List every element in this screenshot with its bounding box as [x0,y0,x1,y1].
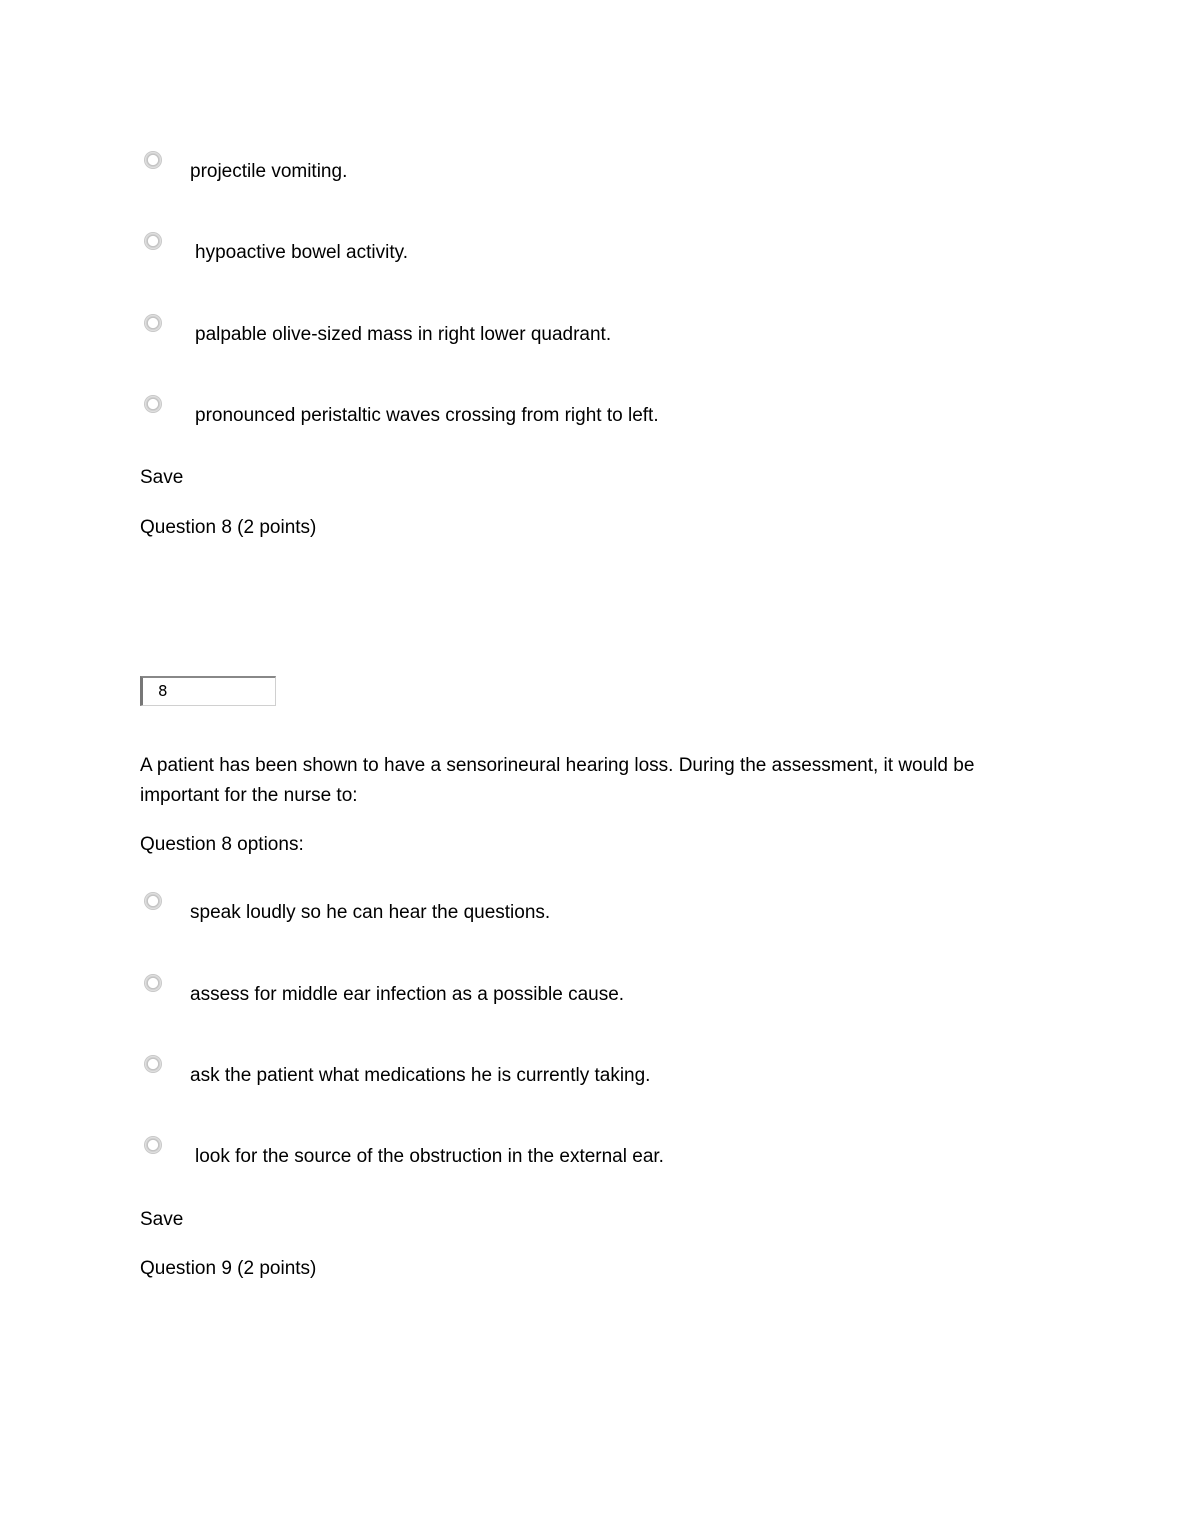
answer-option[interactable] [144,1136,1044,1166]
radio-button[interactable] [144,892,162,910]
question-heading: Question 8 (2 points) [140,517,317,538]
option-label: look for the source of the obstruction in the external ear. [195,1146,664,1167]
options-label: Question 8 options: [140,834,304,855]
option-label: hypoactive bowel activity. [195,242,408,263]
option-label: palpable olive-sized mass in right lower quadrant. [195,324,612,345]
radio-button[interactable] [144,314,162,332]
radio-button[interactable] [144,395,162,413]
question-number-box: 8 [140,676,276,706]
option-label: speak loudly so he can hear the questions. [190,902,551,923]
answer-option[interactable] [144,151,1044,181]
radio-button[interactable] [144,1136,162,1154]
option-label: assess for middle ear infection as a possible cause. [190,984,625,1005]
radio-button[interactable] [144,232,162,250]
option-label: pronounced peristaltic waves crossing from right to left. [195,405,659,426]
save-button[interactable]: Save [140,467,184,488]
answer-option[interactable] [144,892,1044,922]
answer-option[interactable] [144,232,1044,262]
answer-option[interactable] [144,314,1044,344]
radio-button[interactable] [144,974,162,992]
question-prompt: A patient has been shown to have a sensorineural hearing loss. During the assessment, it would be important for the nurse to: [140,755,975,806]
radio-button[interactable] [144,151,162,169]
answer-option[interactable] [144,974,1044,1004]
save-button[interactable]: Save [140,1209,184,1230]
option-label: projectile vomiting. [190,161,348,182]
answer-option[interactable] [144,395,1044,425]
question-heading: Question 9 (2 points) [140,1258,317,1279]
option-label: ask the patient what medications he is currently taking. [190,1065,651,1086]
radio-button[interactable] [144,1055,162,1073]
answer-option[interactable] [144,1055,1044,1085]
